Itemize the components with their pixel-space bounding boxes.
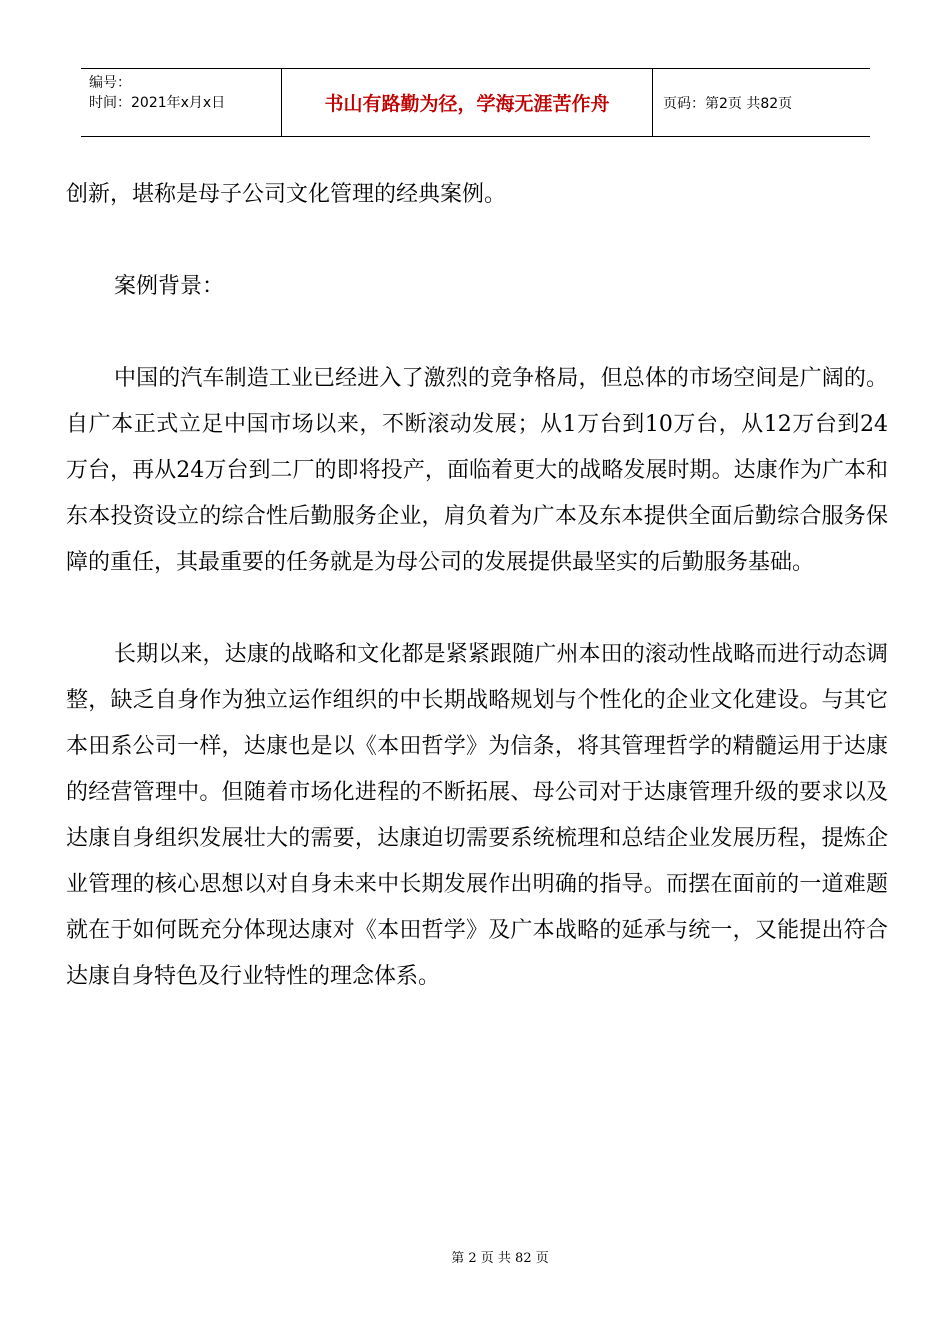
document-header xyxy=(81,68,870,137)
paragraph: 中国的汽车制造工业已经进入了激烈的竞争格局，但总体的市场空间是广阔的。自广本正式立足中国市场以来，不断滚动发展；从1万台到10万台，从12万台到24万台，再从24万台到二厂的即将投产，面临着更大的战略发展时期。达康作为广本和东本投资设立的综合性后勤服务企业，肩负着为广本及东本提供全面后勤综合服务保障的重任，其最重要的任务就是为母公司的发展提供最坚实的后勤服务基础。 xyxy=(66,366,888,575)
paragraph-continuation: 创新，堪称是母子公司文化管理的经典案例。 xyxy=(66,182,507,207)
document-time-label: 时间：2021年x月x日 xyxy=(89,95,226,111)
header-motto: 书山有路勤为径，学海无涯苦作舟 xyxy=(324,93,610,115)
section-heading: 案例背景： xyxy=(114,274,225,299)
header-meta xyxy=(81,69,281,136)
document-number-label: 编号： xyxy=(89,75,131,91)
document-body xyxy=(66,172,888,1000)
header-motto-cell xyxy=(281,69,653,136)
header-page-info-cell xyxy=(653,69,870,136)
page-footer: 第 2 页 共 82 页 xyxy=(451,1251,549,1266)
paragraph: 长期以来，达康的战略和文化都是紧紧跟随广州本田的滚动性战略而进行动态调整，缺乏自身作为独立运作组织的中长期战略规划与个性化的企业文化建设。与其它本田系公司一样，达康也是以《本田哲学》为信条，将其管理哲学的精髓运用于达康的经营管理中。但随着市场化进程的不断拓展、母公司对于达康管理升级的要求以及达康自身组织发展壮大的需要，达康迫切需要系统梳理和总结企业发展历程，提炼企业管理的核心思想以对自身未来中长期发展作出明确的指导。而摆在面前的一道难题就在于如何既充分体现达康对《本田哲学》及广本战略的延承与统一，又能提出符合达康自身特色及行业特性的理念体系。 xyxy=(66,642,888,989)
header-page-info: 页码：第2页 共82页 xyxy=(663,95,793,112)
